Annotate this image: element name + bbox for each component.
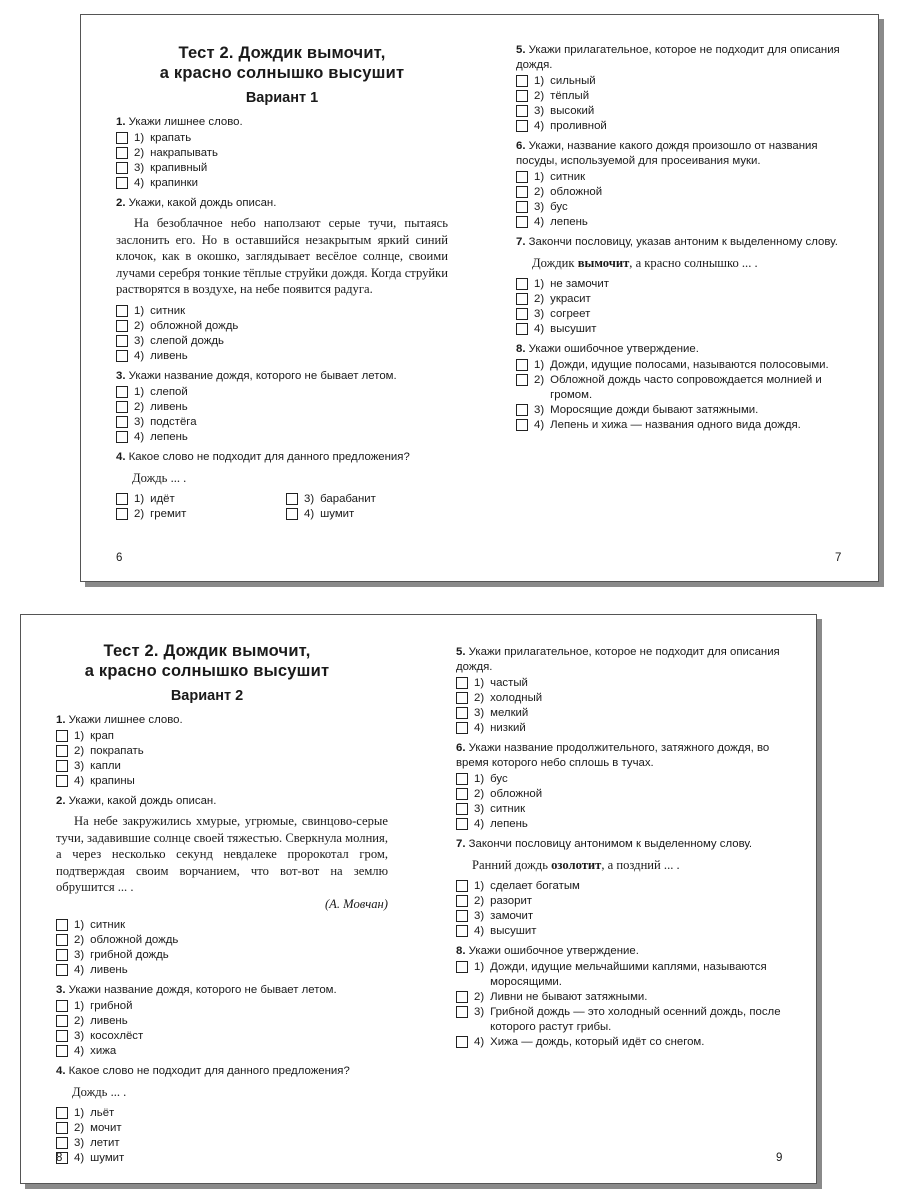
checkbox[interactable]	[116, 508, 128, 520]
option-1[interactable]: 1) Дожди, идущие мельчайшими каплями, называются моросящими.	[456, 960, 786, 990]
checkbox[interactable]	[516, 308, 528, 320]
option-1[interactable]: 1) частый	[456, 676, 786, 691]
question-text: Закончи пословицу, указав антоним к выделенному слову.	[528, 236, 838, 248]
checkbox[interactable]	[456, 961, 468, 973]
option-3[interactable]: 3) высокий	[516, 104, 848, 119]
checkbox[interactable]	[116, 177, 128, 189]
page-title	[116, 43, 448, 83]
question-1	[56, 713, 388, 789]
question-text: Укажи название дождя, которого не бывает летом.	[128, 369, 397, 382]
option-1[interactable]: 1) сильный	[516, 74, 848, 89]
question-3	[116, 369, 448, 445]
title-line-2: а красно солнышко высушит	[84, 662, 330, 680]
question-number: 5.	[456, 646, 466, 658]
option-3[interactable]: 3) согреет	[516, 307, 848, 322]
option-3[interactable]: 3) слепой дождь	[116, 334, 448, 349]
page-number-right: 9	[776, 1152, 783, 1164]
proverb-example: Ранний дождь озолотит, а поздний ... .	[472, 858, 680, 872]
option-2[interactable]: 2) обложной	[456, 787, 786, 802]
variant-heading: Вариант 1	[245, 90, 319, 106]
question-number: 1.	[56, 714, 66, 726]
question-text: Какое слово не подходит для данного предложения?	[128, 450, 410, 463]
checkbox[interactable]	[56, 919, 68, 931]
checkbox[interactable]	[456, 1006, 468, 1018]
option-1[interactable]: 1) бус	[456, 772, 786, 787]
option-1[interactable]: 1) Дожди, идущие полосами, называются полосовыми.	[516, 358, 848, 373]
spread-pages-6-7	[80, 14, 879, 582]
checkbox[interactable]	[56, 775, 68, 787]
question-3	[56, 983, 388, 1059]
question-number: 2.	[116, 197, 126, 209]
checkbox[interactable]	[56, 760, 68, 772]
checkbox[interactable]	[516, 105, 528, 117]
question-1	[116, 115, 448, 191]
option-4[interactable]: 4) шумит	[56, 1151, 388, 1166]
checkbox[interactable]	[56, 1122, 68, 1134]
option-1[interactable]: 1) грибной	[56, 999, 388, 1014]
question-2	[116, 196, 448, 364]
checkbox[interactable]	[516, 278, 528, 290]
checkbox[interactable]	[116, 305, 128, 317]
checkbox[interactable]	[516, 293, 528, 305]
page-7	[516, 43, 848, 438]
proverb-example: Дождик вымочит, а красно солнышко ... .	[532, 256, 758, 270]
question-8	[456, 944, 786, 1050]
checkbox[interactable]	[116, 350, 128, 362]
option-3[interactable]: 3) летит	[56, 1136, 388, 1151]
page-6	[116, 43, 448, 527]
checkbox[interactable]	[456, 722, 468, 734]
checkbox[interactable]	[516, 374, 528, 386]
question-number: 6.	[516, 140, 526, 152]
option-2[interactable]: 2) обложной дождь	[56, 933, 388, 948]
option-2[interactable]: 2) Ливни не бывают затяжными.	[456, 990, 786, 1005]
question-4	[56, 1064, 388, 1166]
checkbox[interactable]	[456, 895, 468, 907]
checkbox[interactable]	[56, 1045, 68, 1057]
option-2[interactable]: 2) обложной	[516, 185, 848, 200]
question-4	[116, 450, 448, 522]
option-2[interactable]: 2) ливень	[116, 400, 448, 415]
checkbox[interactable]	[116, 320, 128, 332]
option-2[interactable]: 2) накрапывать	[116, 146, 448, 161]
question-number: 3.	[116, 369, 126, 382]
title-line-1: Тест 2. Дождик вымочит,	[178, 44, 386, 62]
checkbox[interactable]	[116, 431, 128, 443]
highlighted-word: вымочит	[577, 256, 630, 270]
checkbox[interactable]	[456, 803, 468, 815]
option-4[interactable]: 4) шумит	[286, 507, 446, 522]
checkbox[interactable]	[456, 788, 468, 800]
checkbox[interactable]	[56, 1000, 68, 1012]
question-number: 7.	[456, 838, 466, 850]
checkbox[interactable]	[516, 171, 528, 183]
option-4[interactable]: 4) высушит	[516, 322, 848, 337]
passage-author: (А. Мовчан)	[324, 896, 388, 911]
checkbox[interactable]	[116, 147, 128, 159]
question-number: 7.	[516, 236, 526, 248]
option-2[interactable]: 2) мочит	[56, 1121, 388, 1136]
question-5	[456, 645, 786, 736]
checkbox[interactable]	[56, 1137, 68, 1149]
option-1[interactable]: 1) ситник	[56, 918, 388, 933]
option-1[interactable]: 1) крап	[56, 729, 388, 744]
option-4[interactable]: 4) лепень	[456, 817, 786, 832]
question-number: 4.	[56, 1064, 66, 1077]
option-3[interactable]: 3) замочит	[456, 909, 786, 924]
page-8	[56, 641, 388, 1171]
checkbox[interactable]	[516, 404, 528, 416]
question-text: Укажи, какой дождь описан.	[128, 197, 277, 209]
option-3[interactable]: 3) мелкий	[456, 706, 786, 721]
option-3[interactable]: 3) Моросящие дожди бывают затяжными.	[516, 403, 848, 418]
option-1[interactable]: 1) идёт	[116, 492, 286, 507]
question-text: Укажи, какой дождь описан.	[68, 795, 217, 807]
option-4[interactable]: 4) лепень	[516, 215, 848, 230]
option-1[interactable]: 1) не замочит	[516, 277, 848, 292]
checkbox[interactable]	[456, 692, 468, 704]
option-3[interactable]: 3) капли	[56, 759, 388, 774]
page-number-left: 6	[116, 552, 123, 564]
option-2[interactable]: 2) ливень	[56, 1014, 388, 1029]
question-8	[516, 342, 848, 433]
reading-passage: На безоблачное небо наползают серые тучи, пытаясь заслонить его. Но в оставшийся незакрытым яркий синий клочок, как в окошко, заглядывает весёлое солнце, своими лучами серебря тонкие тёплые струйки дождя. Когда струйки растворятся в воздухе, на небе появится радуга.	[116, 216, 448, 296]
option-2[interactable]: 2) гремит	[116, 507, 286, 522]
question-number: 3.	[56, 983, 66, 996]
checkbox[interactable]	[456, 677, 468, 689]
option-3[interactable]: 3) Грибной дождь — это холодный осенний дождь, после которого растут грибы.	[456, 1005, 786, 1035]
option-3[interactable]: 3) ситник	[456, 802, 786, 817]
option-2[interactable]: 2) разорит	[456, 894, 786, 909]
option-4[interactable]: 4) хижа	[56, 1044, 388, 1059]
variant-heading: Вариант 2	[170, 688, 244, 704]
checkbox[interactable]	[456, 773, 468, 785]
option-3[interactable]: 3) грибной дождь	[56, 948, 388, 963]
checkbox[interactable]	[56, 1015, 68, 1027]
page-number-right: 7	[835, 552, 842, 564]
checkbox[interactable]	[286, 508, 298, 520]
checkbox[interactable]	[456, 707, 468, 719]
checkbox[interactable]	[456, 991, 468, 1003]
checkbox[interactable]	[456, 1036, 468, 1048]
checkbox[interactable]	[516, 216, 528, 228]
question-text: Какое слово не подходит для данного предложения?	[68, 1064, 350, 1077]
option-4[interactable]: 4) крапины	[56, 774, 388, 789]
option-4[interactable]: 4) Лепень и хижа — названия одного вида дождя.	[516, 418, 848, 433]
spread-pages-8-9	[20, 614, 817, 1184]
checkbox[interactable]	[516, 201, 528, 213]
checkbox[interactable]	[56, 934, 68, 946]
question-6	[516, 139, 848, 230]
option-4[interactable]: 4) ливень	[116, 349, 448, 364]
reading-passage: На небе закружились хмурые, угрюмые, свинцово-серые тучи, задавившие солнце своей тяжестью. Сверкнула молния, а через несколько секунд невдалеке пророкотал гром, подтверждая своим ворчанием, что вот-вот на землю обрушится ... .	[56, 814, 388, 894]
checkbox[interactable]	[116, 386, 128, 398]
checkbox[interactable]	[56, 1030, 68, 1042]
option-3[interactable]: 3) барабанит	[286, 492, 446, 507]
checkbox[interactable]	[456, 818, 468, 830]
checkbox[interactable]	[516, 120, 528, 132]
option-2[interactable]: 2) Обложной дождь часто сопровождается молнией и громом.	[516, 373, 848, 403]
checkbox[interactable]	[56, 1107, 68, 1119]
checkbox[interactable]	[56, 964, 68, 976]
question-number: 8.	[516, 343, 526, 355]
option-4[interactable]: 4) Хижа — дождь, который идёт со снегом.	[456, 1035, 786, 1050]
question-text: Укажи прилагательное, которое не подходит для описания дождя.	[516, 44, 840, 71]
checkbox[interactable]	[516, 90, 528, 102]
checkbox[interactable]	[456, 910, 468, 922]
checkbox[interactable]	[516, 359, 528, 371]
option-1[interactable]: 1) крапать	[116, 131, 448, 146]
option-4[interactable]: 4) ливень	[56, 963, 388, 978]
question-text: Укажи, название какого дождя произошло от названия посуды, используемой для просеивания муки.	[516, 140, 818, 167]
option-2[interactable]: 2) украсит	[516, 292, 848, 307]
question-text: Укажи прилагательное, которое не подходит для описания дождя.	[456, 646, 780, 673]
option-2[interactable]: 2) холодный	[456, 691, 786, 706]
question-text: Укажи название продолжительного, затяжного дождя, во время которого небо сплошь в тучах.	[456, 742, 770, 769]
checkbox[interactable]	[286, 493, 298, 505]
question-6	[456, 741, 786, 832]
option-1[interactable]: 1) слепой	[116, 385, 448, 400]
example-sentence: Дождь ... .	[72, 1084, 127, 1099]
checkbox[interactable]	[516, 186, 528, 198]
question-text: Укажи ошибочное утверждение.	[468, 945, 639, 957]
page-9	[456, 645, 786, 1055]
option-3[interactable]: 3) подстёга	[116, 415, 448, 430]
question-number: 6.	[456, 742, 466, 754]
option-1[interactable]: 1) ситник	[516, 170, 848, 185]
option-4[interactable]: 4) крапинки	[116, 176, 448, 191]
option-2[interactable]: 2) покрапать	[56, 744, 388, 759]
question-text: Укажи название дождя, которого не бывает летом.	[68, 983, 337, 996]
checkbox[interactable]	[516, 75, 528, 87]
checkbox[interactable]	[116, 162, 128, 174]
option-1[interactable]: 1) сделает богатым	[456, 879, 786, 894]
checkbox[interactable]	[56, 745, 68, 757]
option-3[interactable]: 3) бус	[516, 200, 848, 215]
question-number: 1.	[116, 116, 126, 128]
question-7	[516, 235, 848, 337]
checkbox[interactable]	[56, 949, 68, 961]
page-number-left: 8	[56, 1152, 63, 1164]
checkbox[interactable]	[456, 925, 468, 937]
question-number: 8.	[456, 945, 466, 957]
checkbox[interactable]	[516, 419, 528, 431]
checkbox[interactable]	[116, 335, 128, 347]
option-4[interactable]: 4) лепень	[116, 430, 448, 445]
question-number: 4.	[116, 450, 126, 463]
page-title	[56, 641, 358, 681]
example-sentence: Дождь ... .	[132, 470, 187, 485]
checkbox[interactable]	[116, 416, 128, 428]
option-1[interactable]: 1) льёт	[56, 1106, 388, 1121]
question-text: Укажи лишнее слово.	[128, 116, 243, 128]
question-7	[456, 837, 786, 939]
checkbox[interactable]	[116, 401, 128, 413]
title-line-2: а красно солнышко высушит	[159, 64, 405, 82]
question-text: Укажи ошибочное утверждение.	[528, 343, 699, 355]
option-4[interactable]: 4) проливной	[516, 119, 848, 134]
option-2[interactable]: 2) обложной дождь	[116, 319, 448, 334]
question-5	[516, 43, 848, 134]
question-number: 5.	[516, 44, 526, 56]
question-text: Закончи пословицу антонимом к выделенному слову.	[468, 838, 753, 850]
option-3[interactable]: 3) крапивный	[116, 161, 448, 176]
checkbox[interactable]	[56, 730, 68, 742]
checkbox[interactable]	[116, 132, 128, 144]
option-4[interactable]: 4) низкий	[456, 721, 786, 736]
checkbox[interactable]	[116, 493, 128, 505]
question-number: 2.	[56, 795, 66, 807]
checkbox[interactable]	[516, 323, 528, 335]
title-line-1: Тест 2. Дождик вымочит,	[103, 642, 311, 660]
option-4[interactable]: 4) высушит	[456, 924, 786, 939]
checkbox[interactable]	[456, 880, 468, 892]
option-2[interactable]: 2) тёплый	[516, 89, 848, 104]
question-text: Укажи лишнее слово.	[68, 714, 183, 726]
highlighted-word: озолотит	[551, 858, 602, 872]
question-2	[56, 794, 388, 978]
option-3[interactable]: 3) косохлёст	[56, 1029, 388, 1044]
option-1[interactable]: 1) ситник	[116, 304, 448, 319]
